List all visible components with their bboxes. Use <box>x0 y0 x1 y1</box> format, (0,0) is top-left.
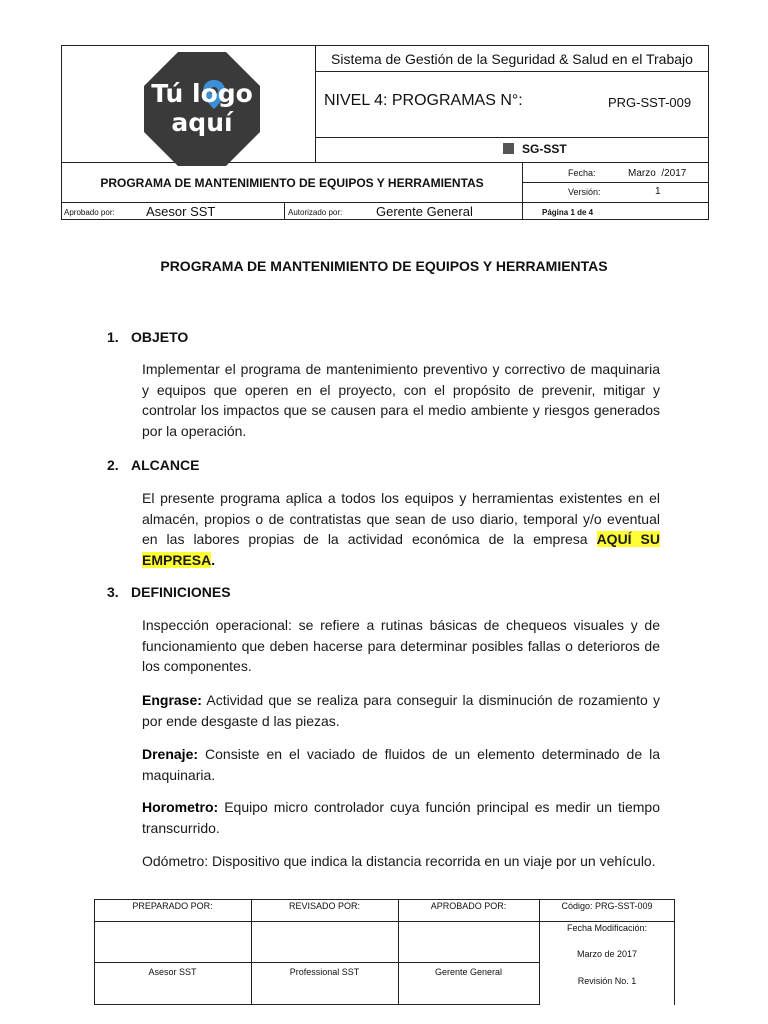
divider <box>315 137 708 138</box>
autorizado-value: Gerente General <box>376 204 473 219</box>
fecha-modificacion-label: Fecha Modificación: <box>566 923 648 933</box>
divider <box>94 962 539 963</box>
fecha-label: Fecha: <box>568 168 596 178</box>
company-placeholder-highlight: AQUÍ SU EMPRESA <box>142 531 660 568</box>
fecha-modificacion-value: Marzo de 2017 <box>576 949 638 959</box>
alcance-period: . <box>211 551 216 568</box>
codigo-cell: Código: PRG-SST-009 <box>561 901 653 911</box>
aprobado-label: Aprobado por: <box>64 208 115 217</box>
section-title: OBJETO <box>131 329 189 345</box>
section-heading-definiciones <box>107 584 231 600</box>
definition-drenaje <box>142 744 660 785</box>
definition-odometro: Odómetro: Dispositivo que indica la distancia recorrida en un viaje por un vehículo. <box>142 853 656 869</box>
autorizado-label: Autorizado por: <box>288 208 343 217</box>
definition-horometro <box>142 797 660 838</box>
section-number: 3. <box>107 584 119 600</box>
revision-number: Revisión No. 1 <box>577 976 637 986</box>
revisado-value: Professional SST <box>289 967 360 977</box>
definition-text: Actividad que se realiza para conseguir la disminución de rozamiento y por ende desgaste d las piezas. <box>142 692 660 729</box>
divider <box>522 202 523 220</box>
divider <box>315 71 708 72</box>
divider <box>94 1004 539 1005</box>
sg-sst-label <box>503 142 567 156</box>
definition-text: Equipo micro controlador cuya función principal es medir un tiempo transcurrido. <box>142 799 660 836</box>
level-label: NIVEL 4: PROGRAMAS N°: <box>324 92 523 109</box>
approval-footer-table <box>94 899 675 1005</box>
logo-text-line1: Tú logo <box>151 79 253 108</box>
section-number: 1. <box>107 329 119 345</box>
square-icon <box>503 143 514 154</box>
company-logo <box>142 50 262 168</box>
section-title: ALCANCE <box>131 457 200 473</box>
definition-engrase <box>142 690 660 731</box>
divider <box>94 899 95 1005</box>
objeto-paragraph: Implementar el programa de mantenimiento preventivo y correctivo de maquinaria y equipos que operen en el proyecto, con el propósito de prevenir, mitigar y controlar los impactos que se causen para el medio ambiente y riesgos generados por la operación. <box>142 361 660 439</box>
divider <box>94 899 675 900</box>
section-heading-objeto <box>107 329 188 345</box>
preparado-value: Asesor SST <box>148 967 197 977</box>
document-title: PROGRAMA DE MANTENIMIENTO DE EQUIPOS Y HERRAMIENTAS <box>160 258 608 274</box>
section-heading-alcance <box>107 457 199 473</box>
section-title: DEFINICIONES <box>131 584 231 600</box>
divider <box>94 921 675 922</box>
alcance-paragraph <box>142 488 660 570</box>
page-number: Página 1 de 4 <box>542 208 594 217</box>
aprobado-header: APROBADO POR: <box>430 901 507 911</box>
preparado-header: PREPARADO POR: <box>132 901 213 911</box>
aprobado-value: Gerente General <box>434 967 503 977</box>
definition-text: Consiste en el vaciado de fluidos de un elemento determinado de la maquinaria. <box>142 746 660 783</box>
divider <box>62 202 708 203</box>
divider <box>284 202 285 220</box>
divider <box>522 182 708 183</box>
version-label: Versión: <box>568 187 601 197</box>
definition-term: Engrase: <box>142 692 202 708</box>
alcance-text: El presente programa aplica a todos los equipos y herramientas existentes en el almacén, propios o de contratistas que sean de uso diario, temporal y/o eventual en las labores propias de la actividad económica de la empresa <box>142 490 660 547</box>
definition-term: Drenaje: <box>142 746 199 762</box>
revisado-header: REVISADO POR: <box>288 901 360 911</box>
definition-inspeccion: Inspección operacional: se refiere a rutinas básicas de chequeos visuales y de funcionamiento que deben hacerse para determinar posibles fallas o deterioros de los componentes. <box>142 617 660 674</box>
logo-text-line2: aquí <box>171 108 233 137</box>
program-code: PRG-SST-009 <box>608 95 692 110</box>
definition-term: Horometro: <box>142 799 219 815</box>
version-value: 1 <box>655 186 661 197</box>
section-number: 2. <box>107 457 119 473</box>
divider <box>251 899 252 1005</box>
aprobado-value: Asesor SST <box>146 204 216 219</box>
system-title: Sistema de Gestión de la Seguridad & Salud en el Trabajo <box>331 51 693 67</box>
sg-sst-text: SG-SST <box>522 142 567 156</box>
divider <box>398 899 399 1005</box>
fecha-value: Marzo /2017 <box>628 168 687 179</box>
document-header <box>61 45 709 220</box>
program-title: PROGRAMA DE MANTENIMIENTO DE EQUIPOS Y HERRAMIENTAS <box>100 176 484 190</box>
